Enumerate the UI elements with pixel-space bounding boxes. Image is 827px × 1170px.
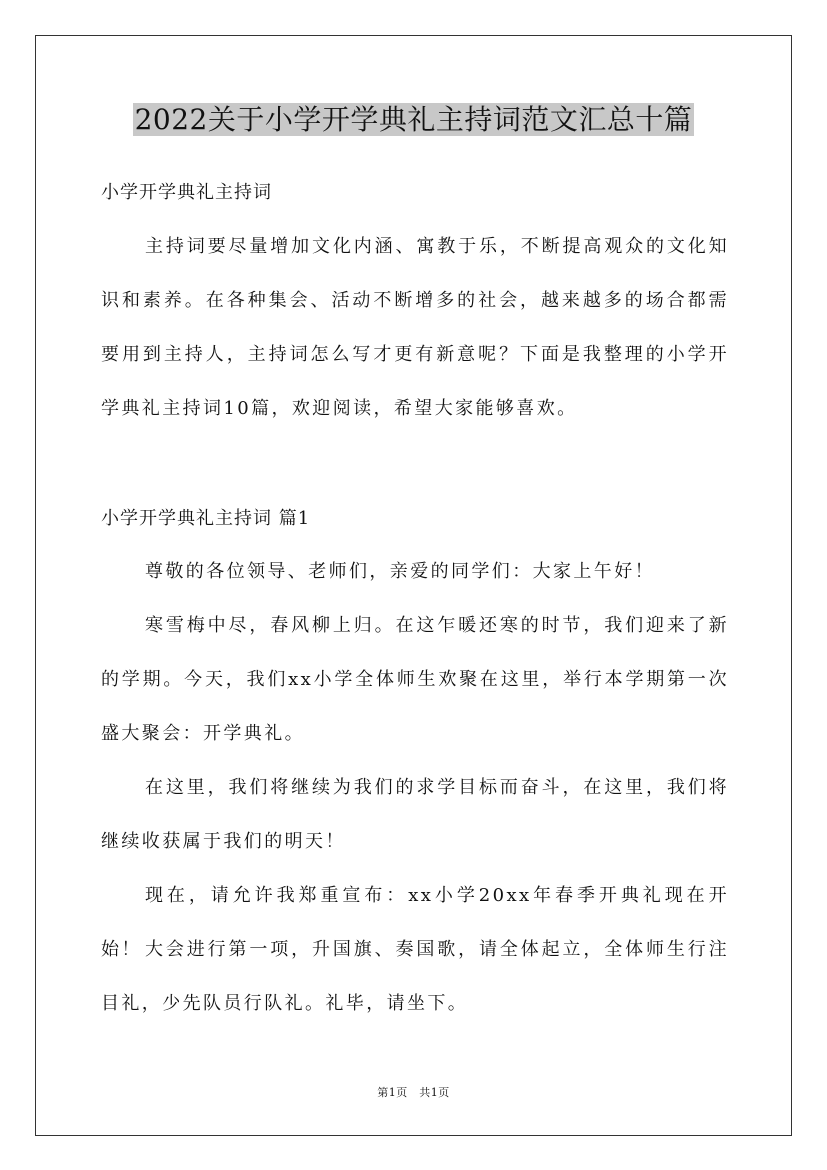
intro-paragraph: 主持词要尽量增加文化内涵、寓教于乐，不断提高观众的文化知识和素养。在各种集会、活动不断增多的社会，越来越多的场合都需要用到主持人，主持词怎么写才更有新意呢？下面是我整理的小学开学典礼主持词10篇，欢迎阅读，希望大家能够喜欢。 [101,236,729,419]
section-heading-part1: 小学开学典礼主持词 篇1 [101,508,311,529]
goal-paragraph: 在这里，我们将继续为我们的求学目标而奋斗，在这里，我们将继续收获属于我们的明天！ [101,777,729,852]
announcement-paragraph: 现在，请允许我郑重宣布：xx小学20xx年春季开典礼现在开始！ [101,885,729,960]
document-title-text: 2022关于小学开学典礼主持词范文汇总十篇 [134,103,693,136]
opening-paragraph: 寒雪梅中尽，春风柳上归。在这乍暖还寒的时节，我们迎来了新的学期。今天，我们xx小学全体师生欢聚在这里，举行本学期第一次盛大聚会：开学典礼。 [101,615,729,744]
greeting-paragraph: 尊敬的各位领导、老师们，亲爱的同学们：大家上午好！ [145,561,655,582]
section-heading-intro: 小学开学典礼主持词 [101,182,272,203]
flag-ceremony-paragraph: 大会进行第一项，升国旗、奏国歌，请全体起立，全体师生行注目礼，少先队员行队礼。礼毕，请坐下。 [101,939,729,1014]
document-title [0,100,827,140]
page-footer: 第1页 共1页 [377,1086,450,1099]
